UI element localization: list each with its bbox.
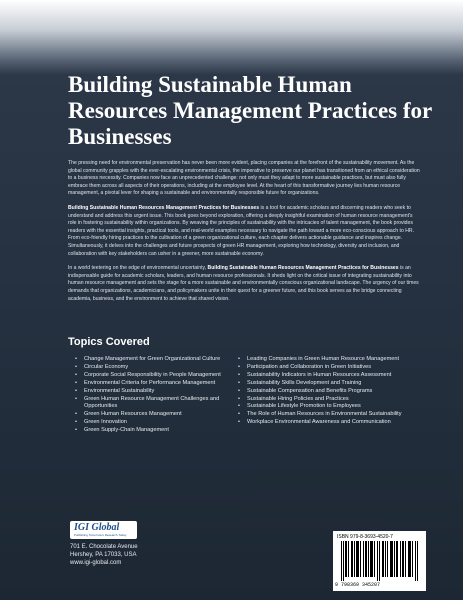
- book-title-inline: Building Sustainable Human Resources Management Practices for Businesses: [207, 265, 399, 272]
- bullet-icon: •: [238, 419, 240, 426]
- topic-item: [74, 372, 234, 379]
- topic-item: [74, 427, 234, 434]
- topics-heading: Topics Covered: [68, 336, 150, 348]
- top-gradient-band: [0, 0, 463, 74]
- bullet-icon: •: [238, 356, 240, 362]
- isbn-barcode: [333, 531, 426, 591]
- topic-label: Sustainable Lifestyle Promotion to Employees: [247, 403, 361, 410]
- topic-item: [237, 356, 407, 363]
- topic-item: [74, 380, 234, 387]
- topic-label: Corporate Social Responsibility in People Management: [84, 371, 221, 378]
- description-paragraph-3: [68, 265, 420, 303]
- topic-label: Green Human Resources Management: [84, 410, 182, 417]
- topics-list-left: [74, 356, 234, 435]
- barcode-icon: [341, 541, 419, 581]
- bullet-icon: •: [238, 363, 240, 370]
- bullet-icon: •: [75, 387, 77, 394]
- topic-item: [74, 364, 234, 371]
- description-paragraph-1: The pressing need for environmental preservation has never been more evident, placing companies at the forefront of the sustainability movement. As the global community grapples with the ever-escalating environmental crisis, the imperative to preserve our planet has transitioned from an ethical consideration to a business necessity. Companies now face an unprecedented challenge: not only must they adapt to more sustainable practices, but must also fully embrace them across all aspects of their operations, including at the employee level. At the heart of this transformative journey lies human resource management, a pivotal lever for shaping a sustainable and environmentally responsible future for organizations.: [68, 160, 420, 197]
- publisher-website: www.igi-global.com: [70, 560, 122, 566]
- description-paragraph-2: [68, 205, 420, 258]
- topic-item: [74, 396, 234, 411]
- topic-label: Green Human Resource Management Challenges and Opportunities: [84, 395, 220, 409]
- topic-item: [237, 364, 407, 371]
- topic-label: Green Innovation: [84, 418, 127, 425]
- bullet-icon: •: [75, 426, 77, 433]
- topic-item: [237, 419, 407, 426]
- bullet-icon: •: [75, 395, 77, 402]
- bullet-icon: •: [75, 363, 77, 370]
- publisher-logo-text: IGI Global: [74, 522, 120, 533]
- bullet-icon: •: [238, 403, 240, 410]
- book-description: [68, 160, 420, 310]
- topic-label: Environmental Criteria for Performance Management: [84, 379, 216, 386]
- topic-item: [74, 411, 234, 418]
- topic-item: [74, 356, 234, 363]
- topic-label: Sustainable Compensation and Benefits Programs: [247, 387, 373, 394]
- topic-label: Sustainable Hiring Policies and Practices: [247, 395, 349, 402]
- bullet-icon: •: [75, 356, 77, 362]
- bullet-icon: •: [75, 371, 77, 378]
- topic-label: Leading Companies in Green Human Resource Management: [247, 356, 400, 362]
- topic-item: [237, 396, 407, 403]
- barcode-digits: 9 798369 345207: [335, 582, 381, 588]
- bullet-icon: •: [238, 411, 240, 418]
- bullet-icon: •: [75, 410, 77, 417]
- topic-item: [237, 372, 407, 379]
- topic-label: Change Management for Green Organizational Culture: [84, 356, 221, 362]
- bullet-icon: •: [75, 418, 77, 425]
- address-line-2: Hershey, PA 17033, USA: [70, 552, 137, 558]
- topic-label: Workplace Environmental Awareness and Communication: [247, 419, 391, 426]
- topic-label: Sustainability Indicators in Human Resources Assessment: [247, 371, 392, 378]
- description-paragraph-3-intro: In a world teetering on the edge of environmental uncertainty,: [68, 265, 208, 272]
- bullet-icon: •: [238, 395, 240, 402]
- topic-item: [237, 411, 407, 418]
- topic-item: [237, 380, 407, 387]
- bullet-icon: •: [238, 371, 240, 378]
- topic-item: [237, 403, 407, 410]
- bullet-icon: •: [238, 387, 240, 394]
- book-title: Building Sustainable Human Resources Management Practices for Businesses: [68, 72, 432, 149]
- topic-label: Circular Economy: [84, 363, 129, 370]
- topic-label: Green Supply-Chain Management: [84, 426, 169, 433]
- topic-item: [74, 388, 234, 395]
- publisher-logo-tagline: Publishing Tomorrow's Research Today: [74, 533, 127, 537]
- bullet-icon: •: [75, 379, 77, 386]
- topic-label: Participation and Collaboration in Green Initiatives: [247, 363, 372, 370]
- isbn-label: ISBN 979-8-3693-4520-7: [337, 534, 393, 540]
- bullet-icon: •: [238, 379, 240, 386]
- book-title-inline: Building Sustainable Human Resources Management Practices for Businesses: [68, 204, 260, 211]
- topic-label: Environmental Sustainability: [84, 387, 155, 394]
- publisher-logo: [70, 521, 137, 539]
- topic-item: [237, 388, 407, 395]
- topic-item: [74, 419, 234, 426]
- publisher-address: [70, 543, 138, 567]
- topic-label: The Role of Human Resources in Environmental Sustainability: [247, 411, 402, 418]
- address-line-1: 701 E. Chocolate Avenue: [70, 544, 138, 550]
- description-paragraph-3-text: is an indispensable guide for academic scholars, leaders, and human resource professionals. It sheds light on the critical issue of integrating sustainability into human resource management and sets the stage for a more sustainable and environmentally conscious organizational landscape. The urgency of our times demands that organizations, academicians, and policymakers unite in their quest for a greener future, and this book serves as the bridge connecting academia, business, and the environment to achieve that shared vision.: [68, 265, 419, 302]
- topic-label: Sustainability Skills Development and Training: [247, 379, 362, 386]
- topics-list-right: [237, 356, 407, 427]
- description-paragraph-2-text: is a tool for academic scholars and discerning readers who seek to understand and address this urgent issue. This book goes beyond exploration, offering a deeply insightful examination of human resource management's role in fostering sustainability within organizations. By weaving the principles of sustainability with the intricacies of talent management, the book provides readers with the essential insights, practical tools, and real-world examples necessary to navigate the path toward a more eco-conscious approach to HR. From eco-friendly hiring practices to the cultivation of a green organizational culture, each chapter delivers actionable guidance and inspires change. Simultaneously, it delves into the challenges and future prospects of green HR management, exploring how technology, diversity and inclusion, and collaboration with key stakeholders can usher in a greener, more sustainable economy.: [68, 204, 414, 257]
